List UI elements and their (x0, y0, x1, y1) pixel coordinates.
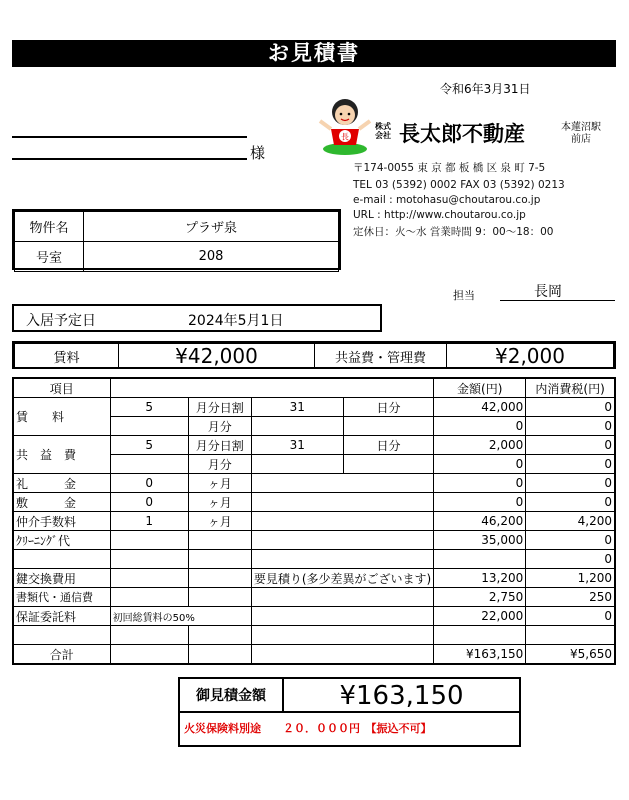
kyoeki-unit: 月分日割 (188, 436, 251, 455)
chinryo-tax: 0 (526, 398, 615, 417)
header-item: 項目 (13, 378, 110, 398)
row-label-hosho: 保証委託料 (13, 607, 110, 626)
tanto-name: 長岡 (534, 284, 562, 300)
fire-insurance-text: 火災保険料別途 ２０．０００円 【振込不可】 (184, 722, 432, 735)
reikin-tax: 0 (526, 474, 615, 493)
kyoeki-month-amount: 0 (434, 455, 526, 474)
kagi-tax: 1,200 (526, 569, 615, 588)
room-label: 号室 (15, 242, 84, 272)
header-amount: 金額(円) (434, 378, 526, 398)
company-url: URL : http://www.choutarou.co.jp (353, 209, 526, 221)
company-tel-fax: TEL 03 (5392) 0002 FAX 03 (5392) 0213 (353, 179, 565, 191)
chukai-unit: ヶ月 (188, 512, 251, 531)
shorui-tax: 250 (526, 588, 615, 607)
company-gaisha: 会社 (375, 131, 391, 140)
chinryo-days-unit: 日分 (343, 398, 434, 417)
kyoeki-tax: 0 (526, 436, 615, 455)
estimate-total-label: 御見積金額 (180, 679, 284, 713)
row-label-kyoeki: 共 益 費 (13, 436, 110, 474)
shikikin-qty: 0 (110, 493, 188, 512)
branch-line-1: 本蓮沼駅 (561, 122, 601, 133)
mascot-logo-icon (316, 95, 374, 157)
table-row (13, 588, 615, 607)
shikikin-amount: 0 (434, 493, 526, 512)
table-row (13, 436, 615, 455)
move-in-value: 2024年5月1日 (188, 313, 284, 329)
kyoeki-amount: 2,000 (434, 436, 526, 455)
shikikin-tax: 0 (526, 493, 615, 512)
chukai-qty: 1 (110, 512, 188, 531)
company-branch (561, 122, 601, 146)
table-row (13, 531, 615, 550)
kyoeki-value: ¥2,000 (447, 344, 614, 369)
company-type (375, 122, 391, 140)
hosho-tax: 0 (526, 607, 615, 626)
hosho-note: 初回総賃料の50% (110, 607, 251, 626)
property-name-label: 物件名 (15, 212, 84, 242)
chinryo-month-unit: 月分 (188, 417, 251, 436)
kagi-note: 要見積り(多少差異がございます) (251, 569, 433, 588)
branch-line-2: 前店 (571, 134, 591, 145)
reikin-qty: 0 (110, 474, 188, 493)
addressee-line-1 (12, 136, 247, 138)
shikikin-unit: ヶ月 (188, 493, 251, 512)
chukai-amount: 46,200 (434, 512, 526, 531)
move-in-box (12, 304, 382, 332)
move-in-label: 入居予定日 (26, 313, 96, 329)
estimate-total-box (178, 677, 521, 747)
company-name: 長太郎不動産 (399, 122, 525, 146)
rent-summary-box (12, 341, 616, 369)
kyoeki-label: 共益費・管理費 (315, 344, 447, 369)
property-box (12, 209, 341, 270)
row-label-shorui: 書類代・通信費 (13, 588, 110, 607)
estimate-table (12, 377, 616, 665)
row-label-chinryo: 賃 料 (13, 398, 110, 436)
rent-value: ¥42,000 (119, 344, 315, 369)
kyoeki-month-unit: 月分 (188, 455, 251, 474)
company-email: e-mail : motohasu@choutarou.co.jp (353, 194, 541, 206)
company-kabushiki: 株式 (375, 122, 391, 131)
table-row (13, 607, 615, 626)
chinryo-month-tax: 0 (526, 417, 615, 436)
header-tax: 内消費税(円) (526, 378, 615, 398)
addressee-suffix: 様 (250, 144, 266, 162)
table-row (13, 512, 615, 531)
reikin-unit: ヶ月 (188, 474, 251, 493)
table-row (13, 569, 615, 588)
total-amount: ¥163,150 (434, 645, 526, 665)
company-address: 〒174-0055 東 京 都 板 橋 区 泉 町 7-5 (353, 162, 546, 174)
kyoeki-days-unit: 日分 (343, 436, 434, 455)
issue-date: 令和6年3月31日 (440, 82, 531, 96)
row-label-shikikin: 敷 金 (13, 493, 110, 512)
tanto-label: 担当 (453, 289, 475, 302)
blank-row-tax: 0 (526, 550, 615, 569)
table-row (13, 474, 615, 493)
kyoeki-months: 5 (110, 436, 188, 455)
table-row (13, 550, 615, 569)
room-value: 208 (84, 242, 339, 272)
row-label-reikin: 礼 金 (13, 474, 110, 493)
chinryo-amount: 42,000 (434, 398, 526, 417)
hosho-amount: 22,000 (434, 607, 526, 626)
property-name-value: プラザ泉 (84, 212, 339, 242)
mascot-badge-text: 長 (341, 132, 349, 142)
chinryo-days: 31 (251, 398, 343, 417)
chinryo-months: 5 (110, 398, 188, 417)
cleaning-amount: 35,000 (434, 531, 526, 550)
total-label: 合計 (13, 645, 110, 665)
tanto-underline (500, 300, 615, 301)
table-row (13, 493, 615, 512)
row-label-cleaning: ｸﾘｰﾆﾝｸﾞ代 (13, 531, 110, 550)
cleaning-tax: 0 (526, 531, 615, 550)
chinryo-month-amount: 0 (434, 417, 526, 436)
company-hours: 定休日：火～水 営業時間 9：00～18：00 (353, 226, 554, 238)
addressee-line-2 (12, 158, 247, 160)
row-label-chukai: 仲介手数料 (13, 512, 110, 531)
kagi-amount: 13,200 (434, 569, 526, 588)
estimate-total-value: ¥163,150 (284, 679, 519, 713)
chinryo-unit: 月分日割 (188, 398, 251, 417)
document-title: お見積書 (12, 40, 616, 67)
table-header-row (13, 378, 615, 398)
rent-label: 賃料 (15, 344, 119, 369)
kyoeki-month-tax: 0 (526, 455, 615, 474)
reikin-amount: 0 (434, 474, 526, 493)
table-total-row (13, 645, 615, 665)
shorui-amount: 2,750 (434, 588, 526, 607)
fire-insurance-note (180, 713, 519, 745)
kyoeki-days: 31 (251, 436, 343, 455)
row-label-kagi: 鍵交換費用 (13, 569, 110, 588)
total-tax: ¥5,650 (526, 645, 615, 665)
chukai-tax: 4,200 (526, 512, 615, 531)
table-row (13, 626, 615, 645)
table-row (13, 398, 615, 417)
